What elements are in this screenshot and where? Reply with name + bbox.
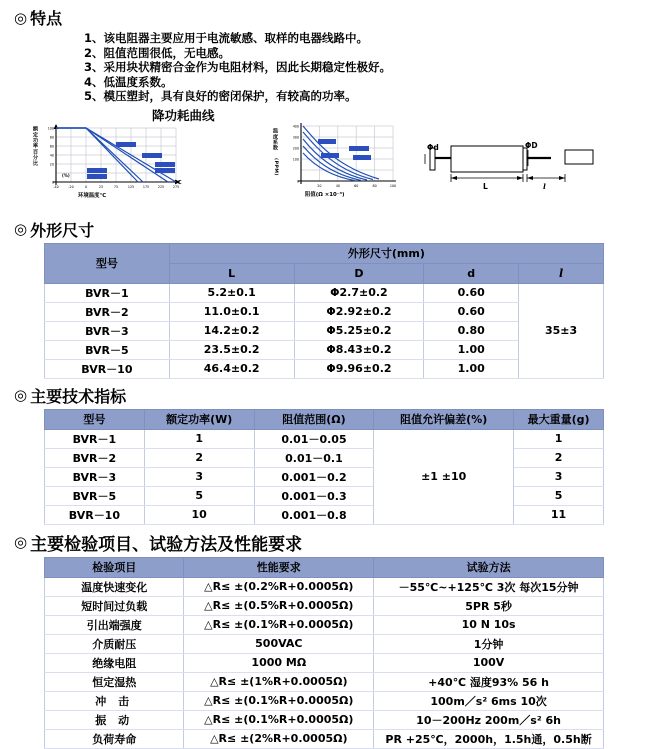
list-item: 4、低温度系数。 xyxy=(84,74,173,89)
cell-method: +40℃ 湿度93% 56 h xyxy=(374,672,604,691)
cell-D: Φ2.7±0.2 xyxy=(294,283,424,302)
svg-text:l: l xyxy=(543,181,546,191)
cell-requirement: 500VAC xyxy=(184,634,374,653)
cell-test-item: 引出端强度 xyxy=(45,615,184,634)
svg-text:300: 300 xyxy=(292,135,299,140)
col-l: l xyxy=(519,263,604,283)
cell-method: －55℃~+125℃ 3次 每次15分钟 xyxy=(374,577,604,596)
section-title-tests: 主要检验项目、试验方法及性能要求 xyxy=(30,534,303,555)
svg-text:100: 100 xyxy=(47,126,54,131)
cell-requirement: △R≤ ±(0.1%R+0.0005Ω) xyxy=(184,691,374,710)
bullet-marker-icon: ◎ xyxy=(14,533,28,552)
svg-text:L: L xyxy=(483,181,488,191)
table-row xyxy=(45,634,604,653)
cell-requirement: △R≤ ±(2%R+0.0005Ω) xyxy=(184,729,374,748)
col-tolerance: 阻值允许偏差(%) xyxy=(374,409,514,429)
cell-model: BVR－3 xyxy=(45,321,170,340)
cell-L: 11.0±0.1 xyxy=(169,302,294,321)
cell-D: Φ9.96±0.2 xyxy=(294,359,424,378)
cell-model: BVR－10 xyxy=(45,359,170,378)
cell-test-item: 绝缘电阻 xyxy=(45,653,184,672)
charts-row xyxy=(0,106,650,214)
col-model: 型号 xyxy=(45,243,170,283)
svg-text:20: 20 xyxy=(49,162,54,167)
cell-test-item: 恒定湿热 xyxy=(45,672,184,691)
svg-text:100: 100 xyxy=(389,183,397,188)
svg-text:225: 225 xyxy=(157,184,165,189)
svg-text:40: 40 xyxy=(335,183,340,188)
cell-d: 0.80 xyxy=(424,321,519,340)
cell-method: 10 N 10s xyxy=(374,615,604,634)
table-row xyxy=(45,672,604,691)
table-header-row xyxy=(45,557,604,577)
cell-weight: 11 xyxy=(514,505,604,524)
cell-model: BVR－1 xyxy=(45,283,170,302)
chart2-y-axis-label: 温度系数 xyxy=(272,127,278,151)
col-L: L xyxy=(169,263,294,283)
col-weight: 最大重量(g) xyxy=(514,409,604,429)
cell-weight: 2 xyxy=(514,448,604,467)
section-title-specs: 主要技术指标 xyxy=(30,386,127,406)
section-heading-tests xyxy=(14,530,650,555)
cell-power: 1 xyxy=(144,429,254,448)
svg-text:175: 175 xyxy=(142,184,150,189)
cell-range: 0.01－0.05 xyxy=(254,429,374,448)
table-row xyxy=(45,710,604,729)
chart1-x-axis-unit: ℃ xyxy=(175,179,182,186)
cell-l: 35±3 xyxy=(519,283,604,378)
cell-requirement: 1000 MΩ xyxy=(184,653,374,672)
table-row xyxy=(45,505,604,524)
cell-test-item: 短时间过负载 xyxy=(45,596,184,615)
cell-test-item: 冲 击 xyxy=(45,691,184,710)
svg-text:Φd: Φd xyxy=(427,142,439,152)
cell-model: BVR－2 xyxy=(45,448,145,467)
cell-L: 5.2±0.1 xyxy=(169,283,294,302)
section-title-features: 特点 xyxy=(30,9,63,28)
cell-test-item: 温度快速变化 xyxy=(45,577,184,596)
cell-model: BVR－2 xyxy=(45,302,170,321)
table-row xyxy=(45,615,604,634)
svg-text:0: 0 xyxy=(84,184,88,189)
cell-weight: 5 xyxy=(514,486,604,505)
cell-requirement: △R≤ ±(0.5%R+0.0005Ω) xyxy=(184,596,374,615)
svg-text:275: 275 xyxy=(172,184,180,189)
svg-text:80: 80 xyxy=(372,183,377,188)
col-d: d xyxy=(424,263,519,283)
derating-curve-title: 降功耗曲线 xyxy=(152,107,215,123)
cell-d: 0.60 xyxy=(424,283,519,302)
svg-text:40: 40 xyxy=(49,153,54,158)
features-list xyxy=(44,31,650,104)
svg-text:0: 0 xyxy=(51,180,54,185)
cell-model: BVR－1 xyxy=(45,429,145,448)
chart-temp-coefficient xyxy=(283,122,411,200)
table-row xyxy=(45,691,604,710)
cell-range: 0.001－0.8 xyxy=(254,505,374,524)
col-test-item: 检验项目 xyxy=(45,557,184,577)
table-row xyxy=(45,448,604,467)
svg-text:-20: -20 xyxy=(68,184,74,189)
cell-test-item: 振 动 xyxy=(45,710,184,729)
cell-model: BVR－3 xyxy=(45,467,145,486)
svg-text:125: 125 xyxy=(127,184,135,189)
cell-model: BVR－5 xyxy=(45,340,170,359)
cell-weight: 1 xyxy=(514,429,604,448)
cell-power: 5 xyxy=(144,486,254,505)
cell-method: PR +25℃，2000h，1.5h通，0.5h断 xyxy=(374,729,604,748)
section-heading-features xyxy=(14,6,650,29)
cell-range: 0.001－0.2 xyxy=(254,467,374,486)
cell-weight: 3 xyxy=(514,467,604,486)
svg-text:(%): (%) xyxy=(62,172,70,178)
cell-test-item: 介质耐压 xyxy=(45,634,184,653)
bullet-marker-icon: ◎ xyxy=(14,220,28,239)
svg-text:60: 60 xyxy=(354,183,359,188)
dimensions-table xyxy=(44,243,604,379)
cell-method: 100m／s² 6ms 10次 xyxy=(374,691,604,710)
col-requirement: 性能要求 xyxy=(184,557,374,577)
table-header-group-row xyxy=(45,243,604,263)
cell-d: 1.00 xyxy=(424,340,519,359)
list-item: 5、模压塑封，具有良好的密闭保护，有较高的功率。 xyxy=(84,89,357,104)
table-row xyxy=(45,283,604,302)
cell-D: Φ8.43±0.2 xyxy=(294,340,424,359)
table-row xyxy=(45,429,604,448)
chart1-y-axis-label: 额定功率百分比 xyxy=(32,125,38,166)
chart2-x-axis-label: 阻值(Ω ×10⁻³) xyxy=(305,191,345,198)
cell-requirement: △R≤ ±(0.1%R+0.0005Ω) xyxy=(184,615,374,634)
cell-d: 0.60 xyxy=(424,302,519,321)
section-heading-specs xyxy=(14,384,650,407)
table-row xyxy=(45,467,604,486)
cell-range: 0.01－0.1 xyxy=(254,448,374,467)
cell-power: 10 xyxy=(144,505,254,524)
cell-model: BVR－5 xyxy=(45,486,145,505)
list-item: 2、阻值范围很低，无电感。 xyxy=(84,45,231,60)
col-range: 阻值范围(Ω) xyxy=(254,409,374,429)
chart1-x-axis-label: 环境温度℃ xyxy=(78,192,107,199)
section-heading-dimensions xyxy=(14,218,650,241)
outline-drawing xyxy=(425,128,635,190)
cell-requirement: △R≤ ±(0.1%R+0.0005Ω) xyxy=(184,710,374,729)
datasheet-page xyxy=(0,6,650,746)
cell-tolerance: ±1 ±10 xyxy=(374,429,514,524)
cell-method: 10－200Hz 200m／s² 6h xyxy=(374,710,604,729)
cell-test-item: 负荷寿命 xyxy=(45,729,184,748)
col-method: 试验方法 xyxy=(374,557,604,577)
cell-L: 23.5±0.2 xyxy=(169,340,294,359)
svg-text:80: 80 xyxy=(49,135,54,140)
specifications-table xyxy=(44,409,604,525)
cell-method: 100V xyxy=(374,653,604,672)
cell-requirement: △R≤ ±(0.2%R+0.0005Ω) xyxy=(184,577,374,596)
svg-text:-40: -40 xyxy=(53,184,59,189)
table-header-row xyxy=(45,409,604,429)
cell-method: 5PR 5秒 xyxy=(374,596,604,615)
cell-model: BVR－10 xyxy=(45,505,145,524)
cell-method: 1分钟 xyxy=(374,634,604,653)
cell-L: 46.4±0.2 xyxy=(169,359,294,378)
table-row xyxy=(45,596,604,615)
svg-text:0: 0 xyxy=(296,179,299,184)
svg-text:25: 25 xyxy=(98,184,104,189)
bullet-marker-icon: ◎ xyxy=(14,386,28,405)
test-methods-table xyxy=(44,557,604,749)
table-row xyxy=(45,486,604,505)
table-row xyxy=(45,729,604,748)
cell-requirement: △R≤ ±(1%R+0.0005Ω) xyxy=(184,672,374,691)
cell-power: 3 xyxy=(144,467,254,486)
chart2-y-axis-unit: (PPM) xyxy=(273,157,278,176)
svg-text:60: 60 xyxy=(49,144,54,149)
svg-text:100: 100 xyxy=(292,157,299,162)
cell-D: Φ2.92±0.2 xyxy=(294,302,424,321)
svg-text:400: 400 xyxy=(292,124,299,129)
list-item: 1、该电阻器主要应用于电流敏感、取样的电器线路中。 xyxy=(84,31,368,45)
table-row xyxy=(45,577,604,596)
svg-text:200: 200 xyxy=(292,146,299,151)
col-group-dimensions: 外形尺寸(mm) xyxy=(169,243,603,263)
col-D: D xyxy=(294,263,424,283)
cell-range: 0.001－0.3 xyxy=(254,486,374,505)
bullet-marker-icon: ◎ xyxy=(14,8,28,27)
cell-L: 14.2±0.2 xyxy=(169,321,294,340)
svg-text:ΦD: ΦD xyxy=(525,140,538,150)
col-model: 型号 xyxy=(45,409,145,429)
section-title-dimensions: 外形尺寸 xyxy=(30,220,95,240)
cell-power: 2 xyxy=(144,448,254,467)
svg-text:20: 20 xyxy=(317,183,322,188)
svg-text:75: 75 xyxy=(113,184,119,189)
cell-d: 1.00 xyxy=(424,359,519,378)
cell-D: Φ5.25±0.2 xyxy=(294,321,424,340)
table-row xyxy=(45,653,604,672)
list-item: 3、采用块状精密合金作为电阻材料，因此长期稳定性极好。 xyxy=(84,60,391,75)
col-power: 额定功率(W) xyxy=(144,409,254,429)
